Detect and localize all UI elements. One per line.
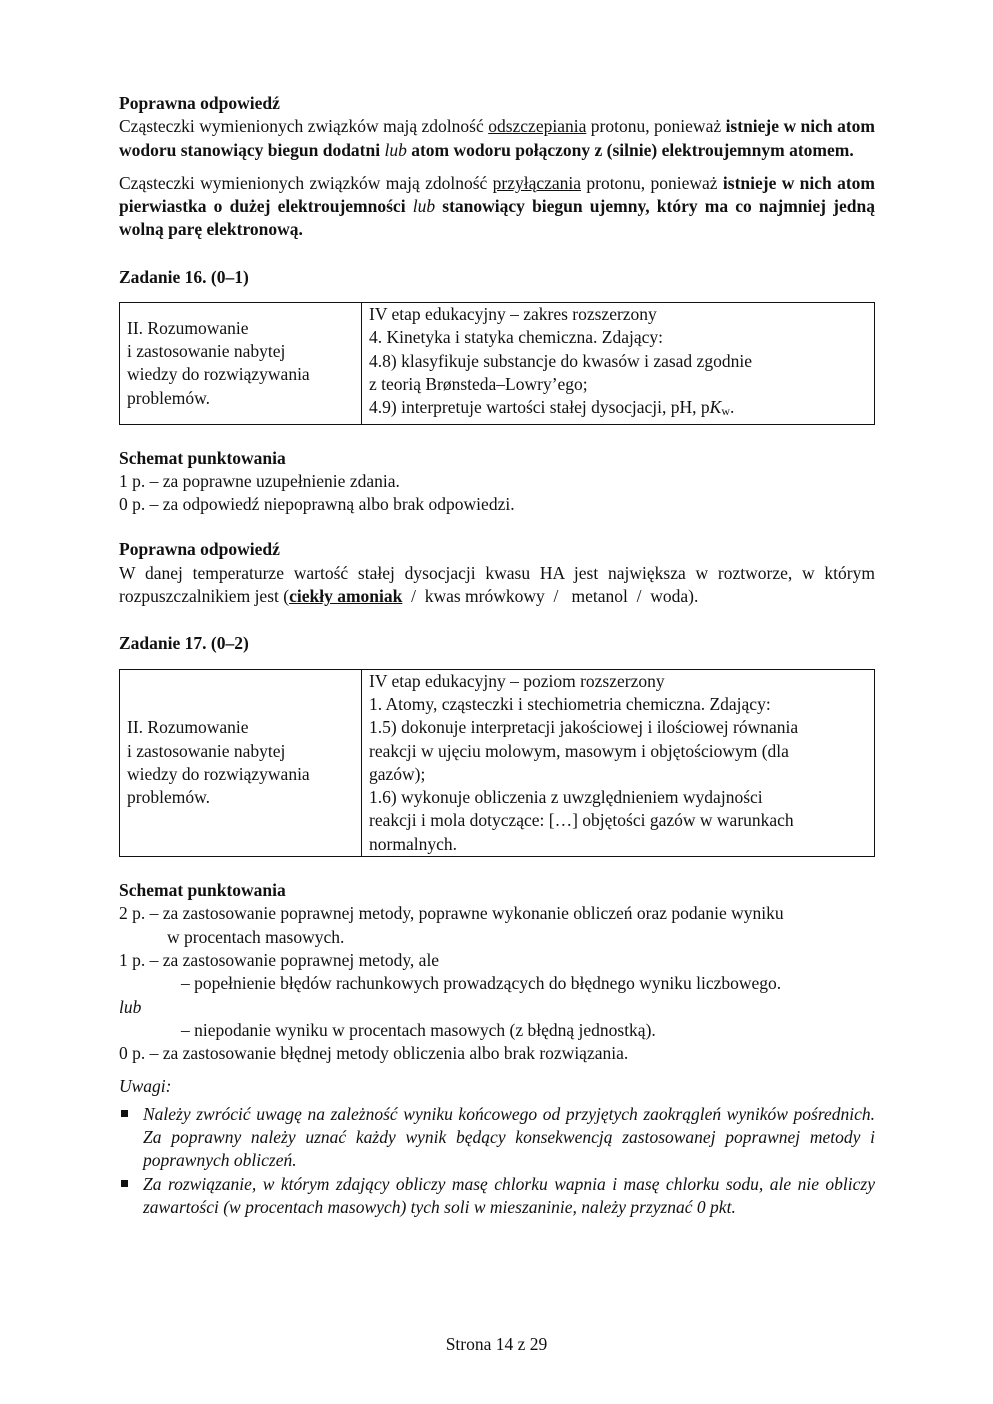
- schema-line: 1 p. – za zastosowanie poprawnej metody, ale: [119, 949, 440, 970]
- requirements-general: [120, 669, 362, 856]
- note-text: Za rozwiązanie, w którym zdający obliczy masę chlorku wapnia i masę chlorku sodu, ale nie obliczy zawartości (w procentach masowych) tych soli w mieszaninie, należy przyznać 0 pkt.: [143, 1173, 875, 1217]
- requirements-detailed: [362, 303, 875, 424]
- page-number: Strona 14 z 29: [445, 1334, 548, 1354]
- table-line: problemów.: [127, 387, 210, 408]
- bold-text: stanowiący biegun ujemny, który ma co najmniej jedną wolną parę elektronową.: [119, 196, 875, 240]
- table-line: wiedzy do rozwiązywania: [127, 763, 310, 784]
- task-17-schema-title: Schemat punktowania: [119, 880, 286, 901]
- bold-text: istnieje w nich atom pierwiastka o dużej elektroujemności: [119, 172, 875, 217]
- requirements-general: [120, 303, 362, 424]
- task-17-requirements-table: [119, 669, 875, 857]
- underlined-text: przyłączania: [492, 172, 582, 193]
- schema-lub: lub: [119, 996, 142, 1017]
- table-line: i zastosowanie nabytej: [127, 341, 286, 362]
- bullet-square-icon: [121, 1180, 128, 1187]
- table-line: problemów.: [127, 787, 210, 808]
- italic-text: lub: [405, 196, 443, 217]
- bullet-square-icon: [121, 1110, 128, 1117]
- table-line: reakcji i mola dotyczące: […] objętości gazów w warunkach: [369, 810, 794, 831]
- underlined-text: odszczepiania: [488, 116, 587, 137]
- task-16-requirements-table: [119, 302, 875, 424]
- bold-text: istnieje w nich atom wodoru stanowiący biegun dodatni: [119, 116, 875, 160]
- task-16-answer-title: Poprawna odpowiedź: [119, 539, 280, 560]
- selected-answer: ciekły amoniak: [289, 586, 403, 607]
- table-line: 4.8) klasyfikuje substancje do kwasów i zasad zgodnie: [369, 350, 752, 371]
- task-17-title: Zadanie 17. (0–2): [119, 633, 249, 654]
- table-line: gazów);: [369, 763, 426, 784]
- table-line: [369, 396, 868, 423]
- subscript: w: [721, 404, 731, 419]
- text: protonu, ponieważ: [581, 172, 723, 193]
- answer-heading-1: Poprawna odpowiedź: [119, 93, 280, 113]
- notes-title: Uwagi:: [119, 1076, 172, 1097]
- task-16-title: Zadanie 16. (0–1): [119, 266, 249, 287]
- italic-text: lub: [380, 139, 412, 160]
- schema-line: 2 p. – za zastosowanie poprawnej metody, poprawne wykonanie obliczeń oraz podanie wyniku: [119, 903, 784, 924]
- table-line: i zastosowanie nabytej: [127, 740, 286, 761]
- notes-list: [119, 1103, 875, 1219]
- note-item: [119, 1173, 875, 1220]
- schema-line: – popełnienie błędów rachunkowych prowadzących do błędnego wyniku liczbowego.: [181, 973, 782, 994]
- text: Cząsteczki wymienionych związków mają zdolność: [119, 116, 489, 137]
- answer-paragraph-2: [119, 172, 875, 242]
- table-line: IV etap edukacyjny – poziom rozszerzony: [369, 670, 665, 691]
- requirements-detailed: [362, 669, 875, 856]
- table-line: 1.6) wykonuje obliczenia z uwzględnieniem wydajności: [369, 787, 763, 808]
- table-line: 4. Kinetyka i statyka chemiczna. Zdający:: [369, 327, 663, 348]
- text: W danej temperaturze wartość stałej dysocjacji kwasu HA jest największa w roztworze, w którym rozpuszczalnikiem jest (: [119, 562, 875, 607]
- task-16-answer: [119, 562, 875, 609]
- table-line: II. Rozumowanie: [127, 317, 249, 338]
- italic-text: K: [709, 397, 722, 418]
- answer-paragraph-1: [119, 115, 875, 162]
- note-item: [119, 1103, 875, 1173]
- schema-line: 0 p. – za odpowiedź niepoprawną albo brak odpowiedzi.: [119, 494, 515, 515]
- text: Cząsteczki wymienionych związków mają zdolność: [119, 172, 493, 193]
- text: .: [730, 397, 735, 418]
- table-line: IV etap edukacyjny – zakres rozszerzony: [369, 304, 657, 325]
- page-content: [119, 92, 875, 1219]
- task-16-schema-title: Schemat punktowania: [119, 447, 286, 468]
- schema-line: 1 p. – za poprawne uzupełnienie zdania.: [119, 470, 400, 491]
- text: 4.9) interpretuje wartości stałej dysocjacji, pH, p: [369, 397, 710, 418]
- table-line: 1. Atomy, cząsteczki i stechiometria chemiczna. Zdający:: [369, 693, 771, 714]
- table-line: wiedzy do rozwiązywania: [127, 364, 310, 385]
- table-line: z teorią Brønsteda–Lowry’ego;: [369, 373, 588, 394]
- note-text: Należy zwrócić uwagę na zależność wyniku końcowego od przyjętych zaokrągleń wyników pośrednich. Za poprawny należy uznać każdy wynik będący konsekwencją zastosowanej poprawnej metody i poprawnych obliczeń.: [143, 1103, 875, 1171]
- schema-line: 0 p. – za zastosowanie błędnej metody obliczenia albo brak rozwiązania.: [119, 1043, 629, 1064]
- schema-line: – niepodanie wyniku w procentach masowych (z błędną jednostką).: [181, 1019, 656, 1040]
- schema-line: w procentach masowych.: [167, 926, 345, 947]
- bold-text: atom wodoru połączony z (silnie) elektroujemnym atomem.: [411, 139, 854, 160]
- text: protonu, ponieważ: [586, 116, 726, 137]
- text: / kwas mrówkowy / metanol / woda).: [402, 586, 699, 607]
- table-line: II. Rozumowanie: [127, 717, 249, 738]
- table-line: 1.5) dokonuje interpretacji jakościowej i ilościowej równania: [369, 717, 799, 738]
- table-line: reakcji w ujęciu molowym, masowym i objętościowym (dla: [369, 740, 789, 761]
- table-line: normalnych.: [369, 833, 457, 854]
